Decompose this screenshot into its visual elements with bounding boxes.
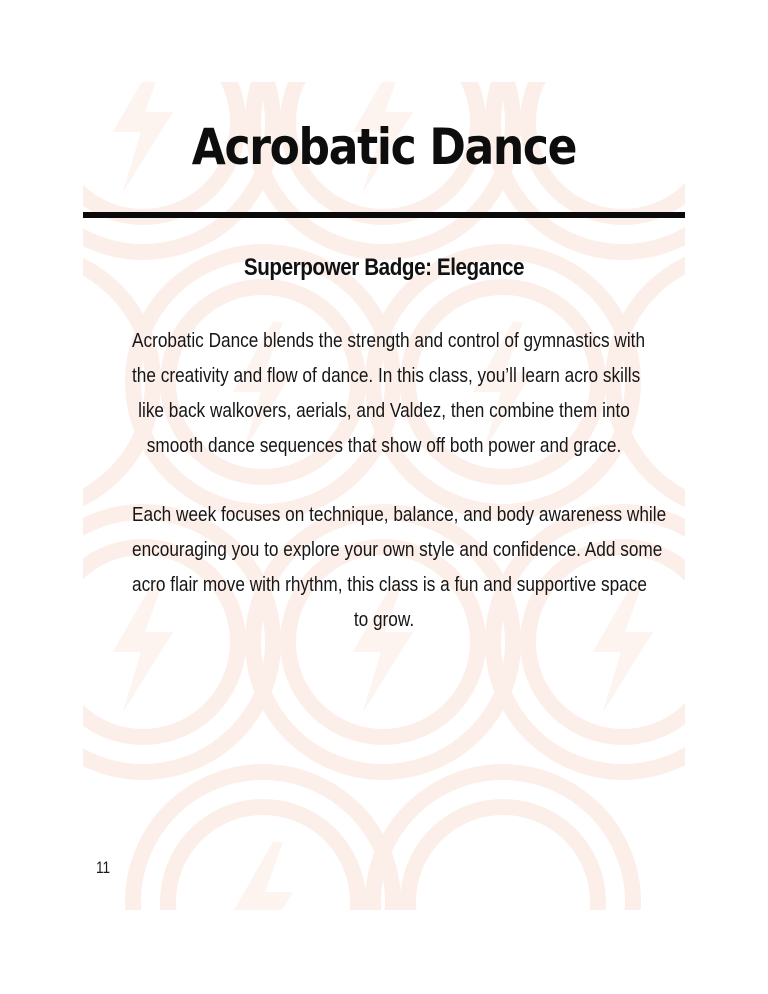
description-paragraph-2	[84, 497, 684, 637]
badge-subtitle: Superpower Badge: Elegance	[243, 254, 525, 281]
paragraph-line: like back walkovers, aerials, and Valdez, then combine them into	[138, 399, 630, 422]
page-number: 11	[96, 858, 111, 877]
paragraph-line: the creativity and flow of dance. In this class, you’ll learn acro skills	[132, 364, 641, 387]
paragraph-line: encouraging you to explore your own style and confidence. Add some	[132, 538, 663, 561]
paragraph-line: smooth dance sequences that show off both power and grace.	[146, 434, 622, 457]
paragraph-line: Acrobatic Dance blends the strength and control of gymnastics with	[132, 329, 646, 352]
paragraph-line: Each week focuses on technique, balance, and body awareness while	[132, 503, 667, 526]
description-paragraph-1	[84, 323, 684, 463]
page-title: Acrobatic Dance	[191, 118, 577, 176]
paragraph-line: acro flair move with rhythm, this class is a fun and supportive space	[132, 573, 647, 596]
title-divider	[83, 212, 685, 218]
paragraph-line: to grow.	[353, 608, 415, 631]
